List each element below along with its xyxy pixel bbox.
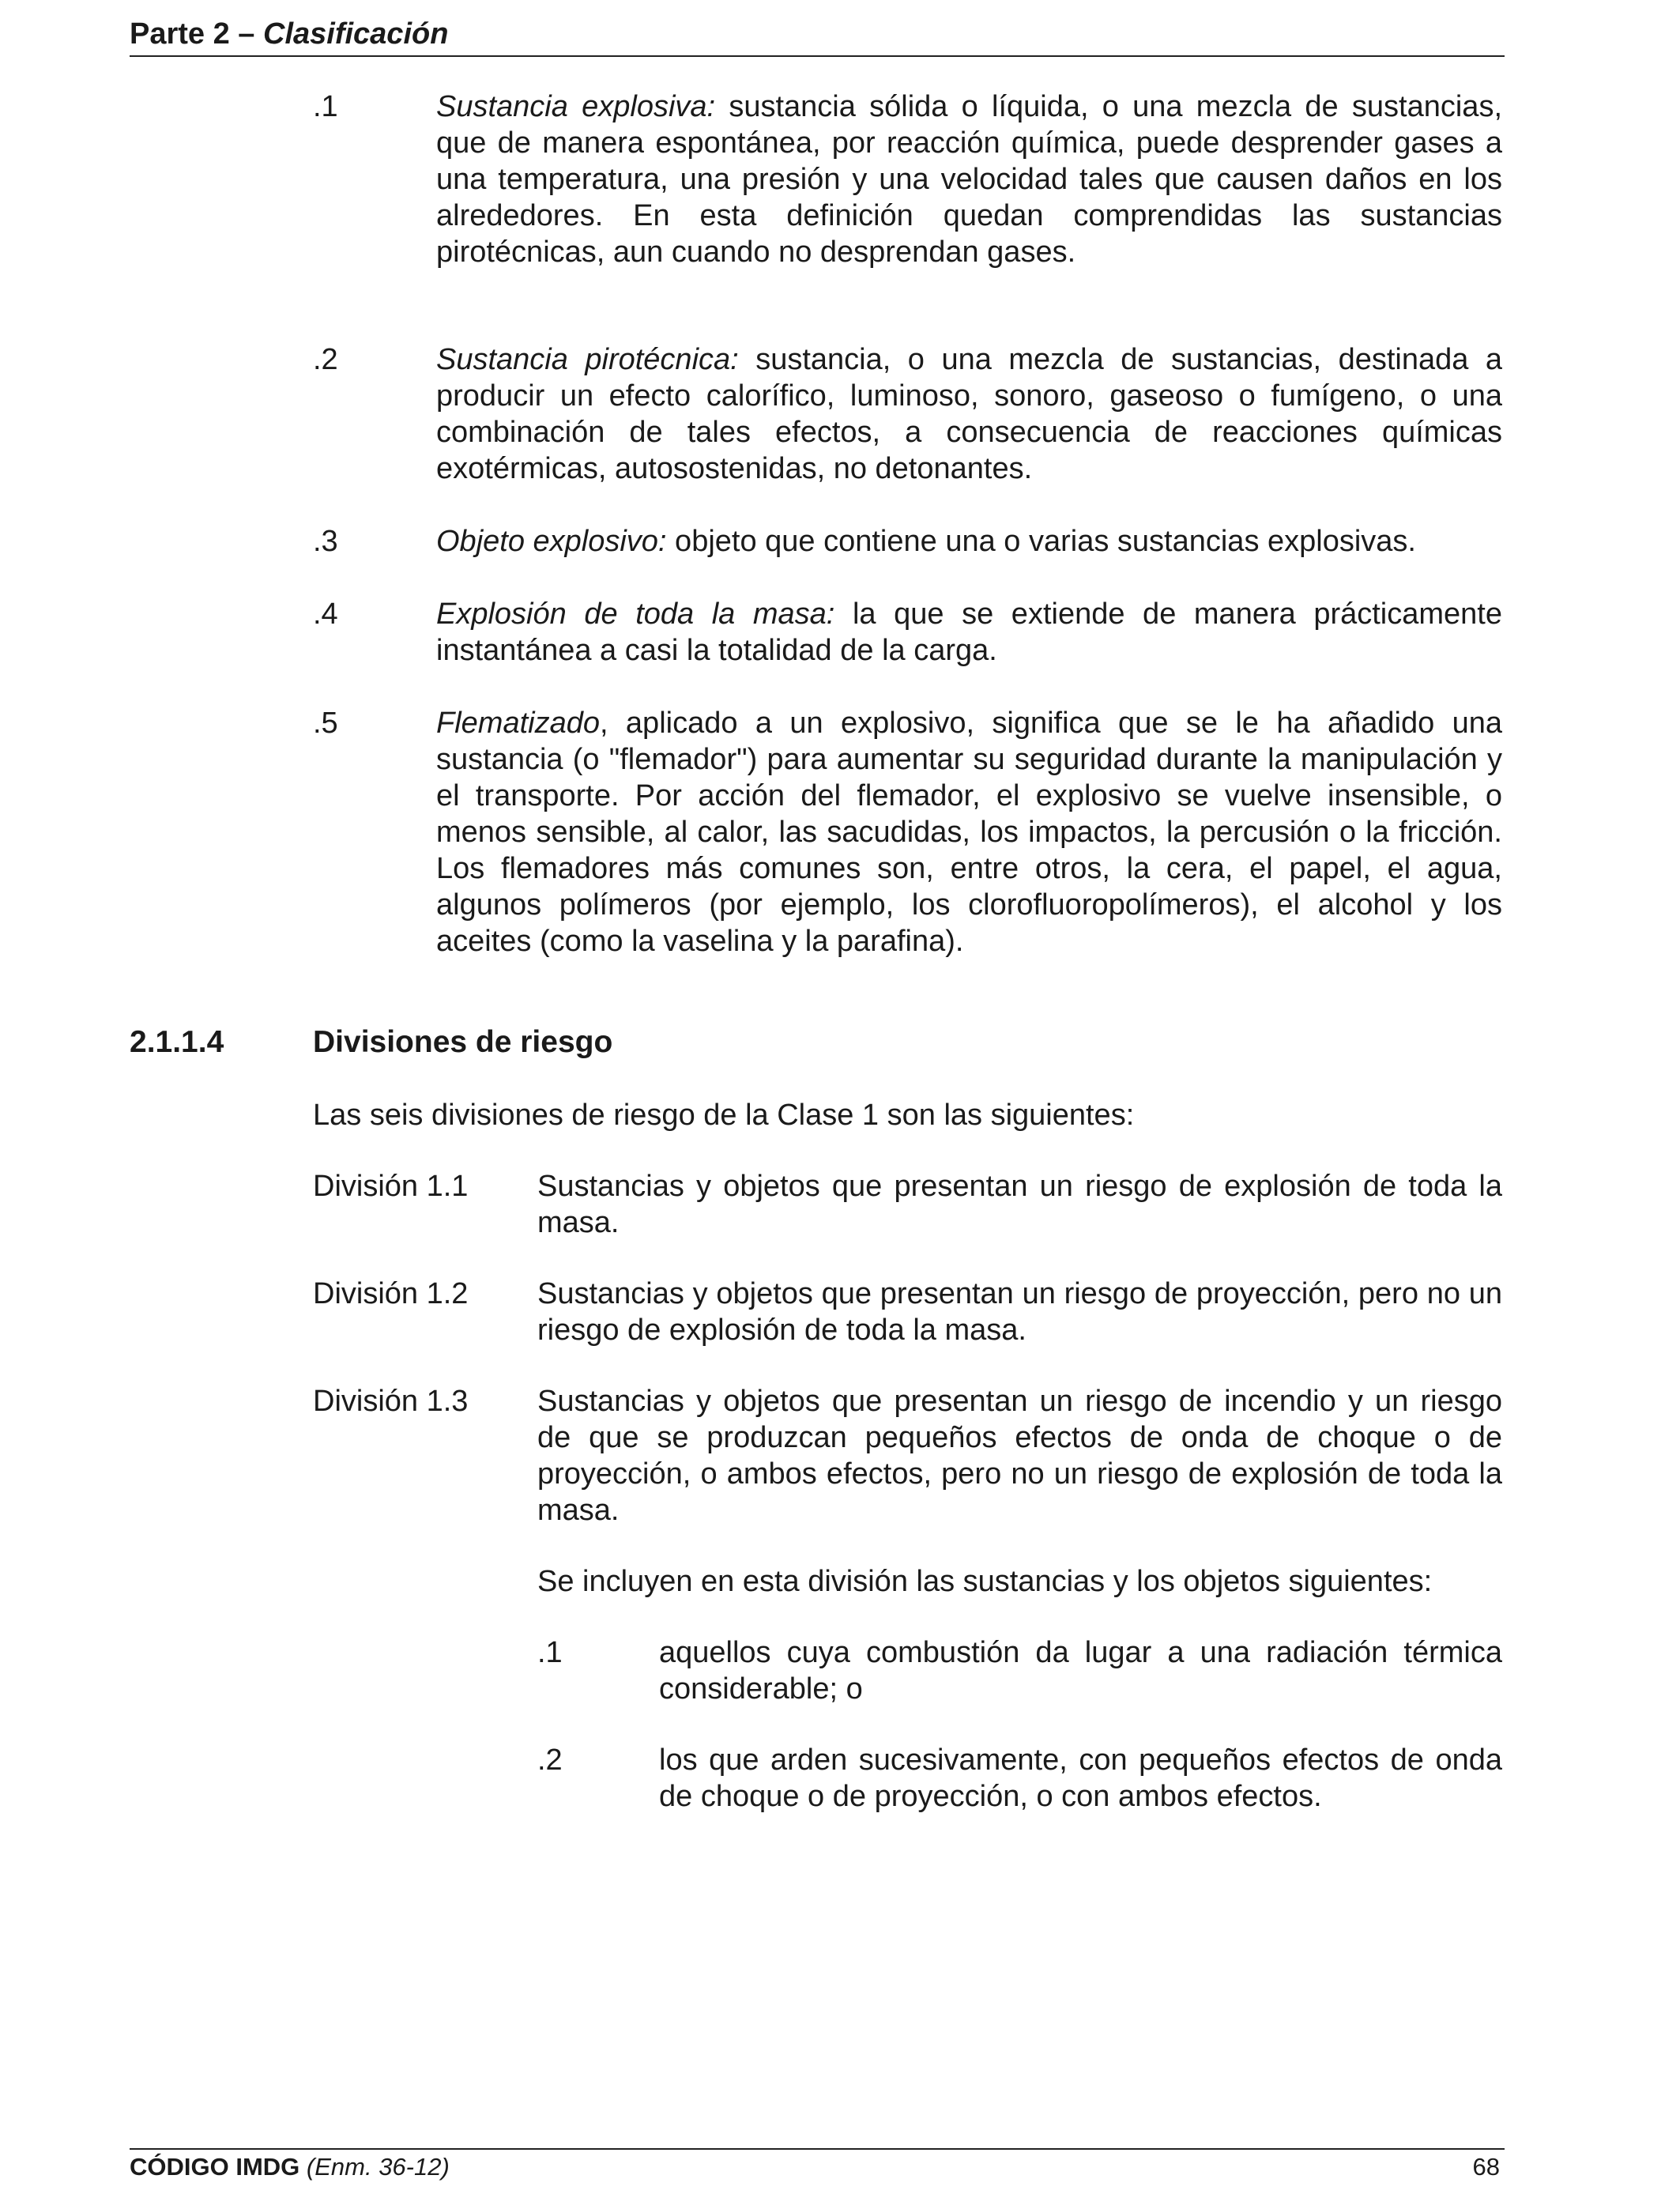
division-includes-text: Se incluyen en esta división las sustancias y los objetos siguientes:	[537, 1565, 1433, 1598]
division-label: División 1.2	[313, 1277, 469, 1310]
list-item-number: .1	[537, 1636, 563, 1669]
division-label: División 1.3	[313, 1385, 469, 1418]
footer-edition: (Enm. 36-12)	[306, 2153, 450, 2181]
definition-body	[436, 596, 1502, 669]
definition-number: .4	[313, 598, 338, 631]
definition-text: sustancia sólida o líquida, o una mezcla de sustancias, que de manera espontánea, por reacción química, puede desprender gases a una temperatura, una presión y una velocidad tales que causen daños en los alrededores. En esta definición quedan comprendidas las sustancias pirotécnicas, aun cuando no desprendan gases.	[436, 90, 1502, 269]
definition-text: la que se extiende de manera prácticamente instantánea a casi la totalidad de la carga.	[436, 598, 1502, 667]
definition-number: .3	[313, 525, 338, 558]
definition-text: objeto que contiene una o varias sustancias explosivas.	[666, 525, 1416, 558]
page-footer	[130, 2148, 1505, 2185]
section-intro: Las seis divisiones de riesgo de la Clase 1 son las siguientes:	[313, 1099, 1135, 1132]
page-header	[130, 14, 1505, 57]
section-number: 2.1.1.4	[130, 1025, 224, 1059]
header-title: Clasificación	[263, 17, 449, 51]
list-item-text: aquellos cuya combustión da lugar a una radiación térmica considerable; o	[659, 1636, 1502, 1706]
definition-number: .1	[313, 90, 338, 123]
definition-text: , aplicado a un explosivo, significa que se le ha añadido una sustancia (o "flemador") para aumentar su seguridad durante la manipulación y el transporte. Por acción del flemador, el explosivo se vuelve insensible, o menos sensible, al calor, las sacudidas, los impactos, la percusión o la fricción. Los flemadores más comunes son, entre otros, la cera, el papel, el agua, algunos polímeros (por ejemplo, los clorofluoropolímeros), el alcohol y los aceites (como la vaselina y la parafina).	[436, 707, 1502, 958]
page-number: 68	[1472, 2153, 1500, 2181]
definition-text: sustancia, o una mezcla de sustancias, destinada a producir un efecto calorífico, luminoso, sonoro, gaseoso o fumígeno, o una combinación de tales efectos, a consecuencia de reacciones químicas exotérmicas, autosostenidas, no detonantes.	[436, 343, 1503, 485]
definition-term: Explosión de toda la masa:	[436, 598, 835, 631]
header-part: Parte 2 –	[130, 17, 263, 51]
list-item-number: .2	[537, 1744, 563, 1777]
division-text: Sustancias y objetos que presentan un riesgo de explosión de toda la masa.	[537, 1170, 1502, 1239]
definition-term: Sustancia pirotécnica:	[436, 343, 739, 376]
definition-term: Sustancia explosiva:	[436, 90, 716, 123]
division-text: Sustancias y objetos que presentan un riesgo de proyección, pero no un riesgo de explosión de toda la masa.	[537, 1277, 1502, 1347]
definition-number: .5	[313, 707, 338, 740]
division-text: Sustancias y objetos que presentan un riesgo de incendio y un riesgo de que se produzcan pequeños efectos de onda de choque o de proyección, o ambos efectos, pero no un riesgo de explosión de toda la masa.	[537, 1385, 1502, 1527]
definition-body	[436, 705, 1502, 959]
definition-term: Flematizado	[436, 707, 600, 740]
list-item-text: los que arden sucesivamente, con pequeños efectos de onda de choque o de proyección, o con ambos efectos.	[659, 1744, 1502, 1813]
definition-body	[436, 523, 1502, 560]
footer-code: CÓDIGO IMDG	[130, 2153, 300, 2181]
definition-number: .2	[313, 343, 338, 376]
definition-term: Objeto explosivo:	[436, 525, 667, 558]
definition-body	[436, 341, 1502, 487]
definition-body	[436, 89, 1502, 270]
section-title: Divisiones de riesgo	[313, 1025, 613, 1059]
division-label: División 1.1	[313, 1170, 469, 1203]
